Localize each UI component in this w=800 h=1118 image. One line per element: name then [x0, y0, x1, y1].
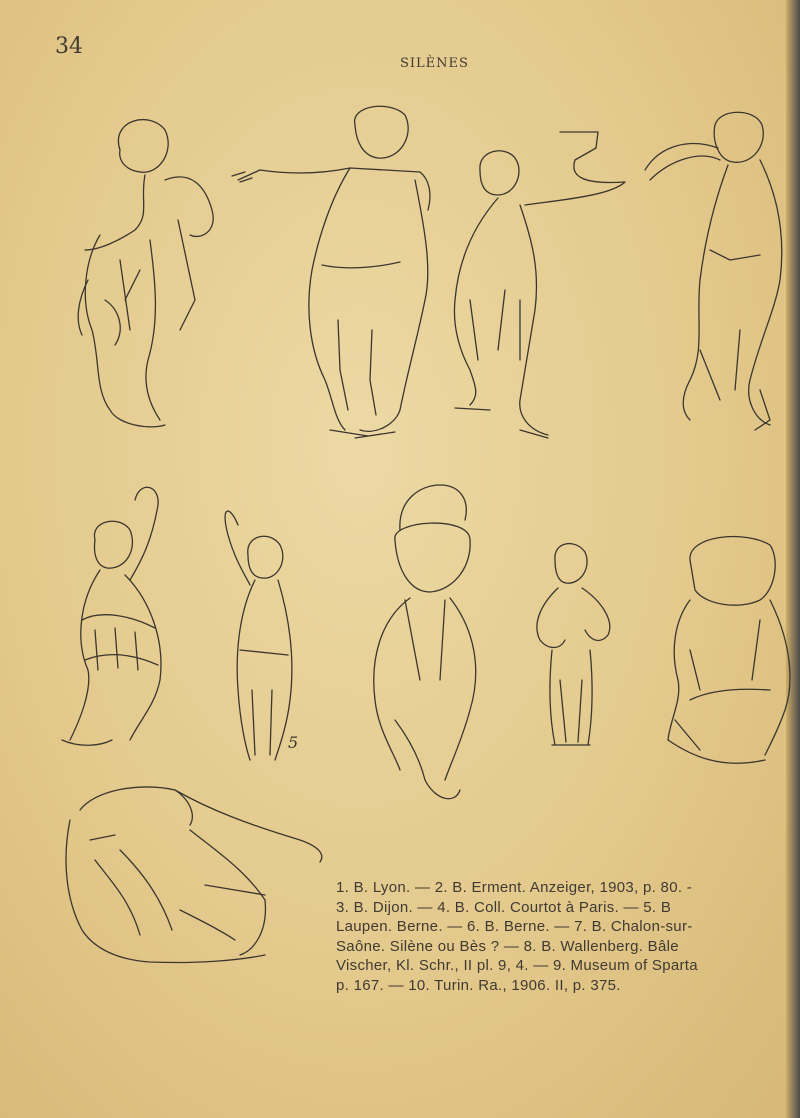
figure-4-silenus-courtot [645, 112, 782, 430]
figure-8-silenus-wallenberg [537, 544, 610, 745]
caption-line: p. 167. — 10. Turin. Ra., 1906. II, p. 375. [336, 976, 621, 994]
plate-caption [336, 878, 791, 995]
figure-7-silenus-chalon [374, 485, 476, 799]
running-title: SILÈNES [400, 56, 469, 71]
figure-10-silenus-turin [66, 787, 322, 963]
figure-9-silenus-sparta [668, 537, 790, 764]
caption-line: Saône. Silène ou Bès ? — 8. B. Wallenberg. Bâle [336, 937, 679, 955]
caption-line: 1. B. Lyon. — 2. B. Erment. Anzeiger, 1903, p. 80. - [336, 879, 693, 896]
figure-5-silenus-laupen [62, 487, 161, 745]
figure-2-silenus-erment [232, 106, 430, 438]
caption-line: Laupen. Berne. — 6. B. Berne. — 7. B. Chalon-sur- [336, 918, 693, 935]
figure-number-label: 5 [288, 733, 299, 752]
caption-line: 3. B. Dijon. — 4. B. Coll. Courtot à Paris. — 5. B [336, 898, 672, 916]
caption-line: Vischer, Kl. Schr., II pl. 9, 4. — 9. Museum of Sparta [336, 957, 698, 974]
figure-3-silenus-dijon [454, 132, 625, 438]
page-number: 34 [55, 34, 83, 59]
figure-1-silenus-lyon [78, 120, 213, 427]
figure-6-silenus-berne [225, 511, 292, 760]
